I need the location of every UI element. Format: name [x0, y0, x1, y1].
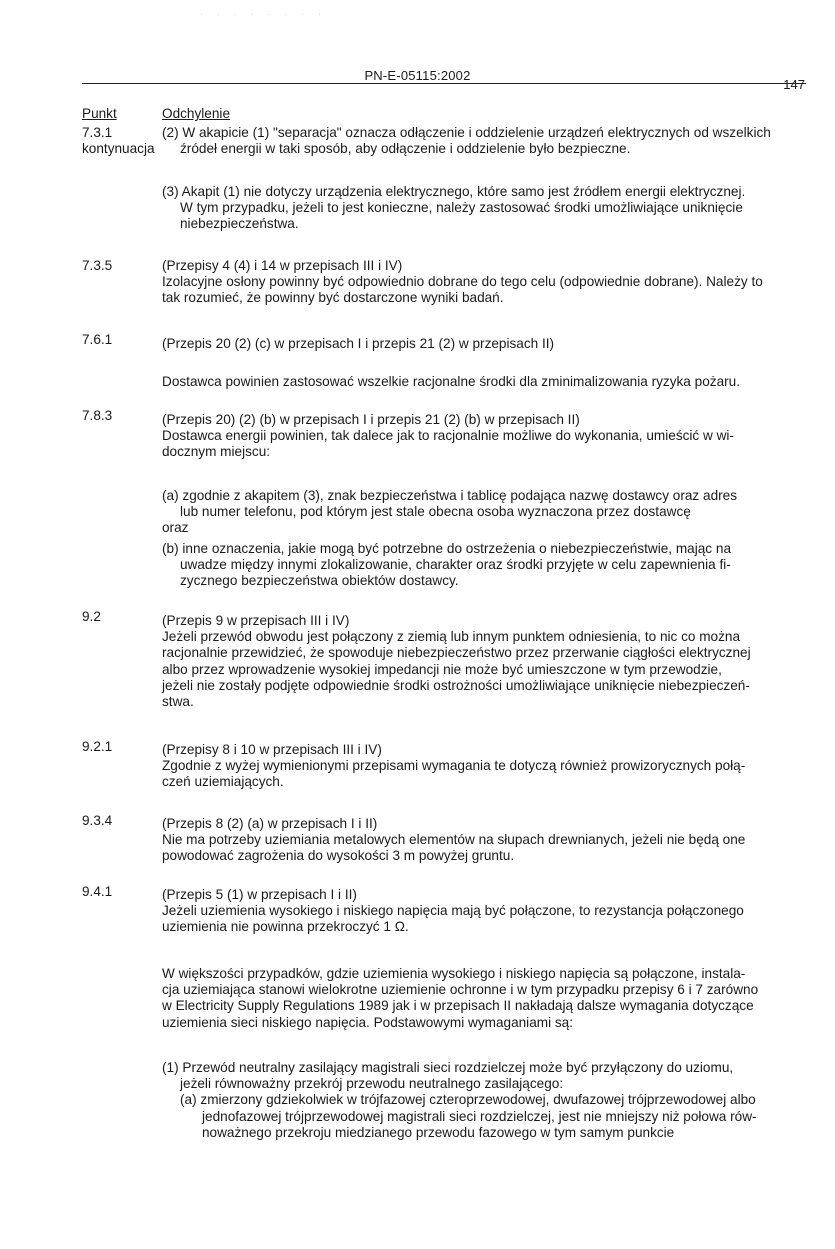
- text-line: W tym przypadku, jeżeli to jest konieczne, należy zastosować środki umożliwiające uniknięcie: [180, 200, 743, 216]
- entry-text: [162, 258, 810, 307]
- entry-text: [162, 184, 810, 233]
- text-line: (a) zmierzony gdziekolwiek w trójfazowej czteroprzewodowej, dwufazowej trójprzewodowej albo: [180, 1092, 756, 1108]
- entry-text: [162, 336, 810, 352]
- entry-number: 7.6.1: [82, 332, 113, 347]
- entry-text: [162, 374, 810, 390]
- entry-text: [162, 412, 810, 461]
- text-line: noważnego przekroju miedzianego przewodu fazowego w tym samym punkcie: [202, 1124, 675, 1140]
- text-line: (3) Akapit (1) nie dotyczy urządzenia elektrycznego, które samo jest źródłem energii elektrycznej.: [162, 184, 746, 199]
- standard-title: PN-E-05115:2002: [364, 68, 471, 83]
- text-line: powodować zagrożenia do wysokości 3 m powyżej gruntu.: [162, 848, 515, 864]
- entry-text: [162, 816, 810, 865]
- text-line: źródeł energii w taki sposób, aby odłączenie i oddzielenie było bezpieczne.: [180, 141, 631, 157]
- text-line: cja uziemiająca stanowi wielokrotne uziemienie ochronne i w tym przypadku przepisy 6 i 7 zarówno: [162, 982, 759, 998]
- entry-number: 7.3.5: [82, 258, 113, 273]
- text-line: (Przepis 20) (2) (b) w przepisach I i przepis 21 (2) (b) w przepisach II): [162, 412, 580, 427]
- text-line: racjonalnie przewidzieć, że spowoduje niebezpieczeństwo przez przerwanie ciągłości elektrycznej: [162, 645, 751, 661]
- text-line: (a) zgodnie z akapitem (3), znak bezpieczeństwa i tablicę podająca nazwę dostawcy oraz adres: [162, 488, 738, 503]
- text-line: (Przepis 5 (1) w przepisach I i II): [162, 887, 357, 902]
- text-line: (Przepis 20 (2) (c) w przepisach I i przepis 21 (2) w przepisach II): [162, 336, 555, 351]
- text-line: (1) Przewód neutralny zasilający magistrali sieci rozdzielczej może być przyłączony do uziomu,: [162, 1060, 734, 1075]
- scan-noise: · · · · · · · ·: [200, 10, 327, 19]
- text-line: jednofazowej trójprzewodowej magistrali sieci rozdzielczej, jest nie mniejszy niż połowa rów-: [202, 1108, 757, 1124]
- text-line: Dostawca powinien zastosować wszelkie racjonalne środki dla zminimalizowania ryzyka pożaru.: [162, 374, 740, 389]
- entry-text: [162, 742, 810, 791]
- text-line: Zgodnie z wyżej wymienionymi przepisami wymagania te dotyczą również prowizorycznych połą-: [162, 758, 746, 774]
- text-line: (Przepisy 4 (4) i 14 w przepisach III i IV): [162, 258, 403, 273]
- text-line: niebezpieczeństwa.: [180, 216, 299, 232]
- entry-number: 9.2: [82, 609, 101, 624]
- text-line: zycznego bezpieczeństwa obiektów dostawcy.: [180, 573, 459, 589]
- text-line: stwa.: [162, 694, 194, 710]
- continuation-label: kontynuacja: [82, 141, 155, 156]
- text-line: (Przepisy 8 i 10 w przepisach III i IV): [162, 742, 382, 757]
- text-line: uziemienia nie powinna przekroczyć 1 Ω.: [162, 919, 409, 935]
- text-line: W większości przypadków, gdzie uziemienia wysokiego i niskiego napięcia są połączone, instala-: [162, 966, 746, 981]
- text-line: jeżeli nie zostały podjęte odpowiednie środki ostrożności umożliwiające uniknięcie niebezpieczeń-: [162, 677, 750, 693]
- text-line: w Electricity Supply Regulations 1989 jak i w przepisach II nakładają dalsze wymagania dotyczące: [162, 998, 754, 1014]
- text-line: (b) inne oznaczenia, jakie mogą być potrzebne do ostrzeżenia o niebezpieczeństwie, mając na: [162, 540, 731, 556]
- entry-text: [162, 488, 810, 589]
- entry-text: [162, 1060, 810, 1141]
- text-line: albo przez wprowadzenie wysokiej impedancji nie może być umieszczone w tym przewodzie,: [162, 661, 722, 677]
- entry-number: 9.3.4: [82, 813, 113, 828]
- entry-text: [162, 887, 810, 936]
- text-line: (2) W akapicie (1) "separacja" oznacza odłączenie i oddzielenie urządzeń elektrycznych od wszelkich: [162, 125, 771, 140]
- text-line: oraz: [162, 520, 189, 536]
- entry-number: 7.3.1: [82, 125, 113, 140]
- column-heading-odchylenie: Odchylenie: [162, 106, 231, 121]
- text-line: jeżeli równoważny przekrój przewodu neutralnego zasilającego:: [180, 1076, 564, 1092]
- text-line: Dostawca energii powinien, tak dalece jak to racjonalnie możliwe do wykonania, umieścić w wi-: [162, 428, 734, 444]
- entry-number: 9.4.1: [82, 884, 113, 899]
- entry-number: 9.2.1: [82, 739, 113, 754]
- text-line: uziemienia sieci niskiego napięcia. Podstawowymi wymaganiami są:: [162, 1014, 574, 1030]
- text-line: Nie ma potrzeby uziemiania metalowych elementów na słupach drewnianych, jeżeli nie będą one: [162, 832, 746, 848]
- text-line: Izolacyjne osłony powinny być odpowiednio dobrane do tego celu (odpowiednie dobrane). Należy to: [162, 274, 763, 290]
- entry-number: 7.8.3: [82, 408, 113, 423]
- text-line: lub numer telefonu, pod którym jest stale obecna osoba wyznaczona przez dostawcę: [180, 504, 691, 520]
- text-line: czeń uziemiających.: [162, 774, 284, 790]
- entry-text: [162, 125, 810, 157]
- text-line: Jeżeli przewód obwodu jest połączony z ziemią lub innym punktem odniesienia, to nic co można: [162, 629, 741, 645]
- entry-text: [162, 613, 810, 710]
- page-number: 147: [783, 77, 805, 92]
- entry-text: [162, 966, 810, 1031]
- text-line: (Przepis 9 w przepisach III i IV): [162, 613, 350, 628]
- text-line: docznym miejscu:: [162, 444, 271, 460]
- text-line: Jeżeli uziemienia wysokiego i niskiego napięcia mają być połączone, to rezystancja połączonego: [162, 903, 744, 919]
- column-heading-punkt: Punkt: [82, 106, 117, 121]
- text-line: tak rozumieć, że powinny być dostarczone wyniki badań.: [162, 290, 504, 306]
- text-line: uwadze między innymi zlokalizowanie, charakter oraz środki przyjęte w celu zapewnienia fi-: [180, 556, 731, 572]
- text-line: (Przepis 8 (2) (a) w przepisach I i II): [162, 816, 378, 831]
- header-rule: [82, 83, 806, 84]
